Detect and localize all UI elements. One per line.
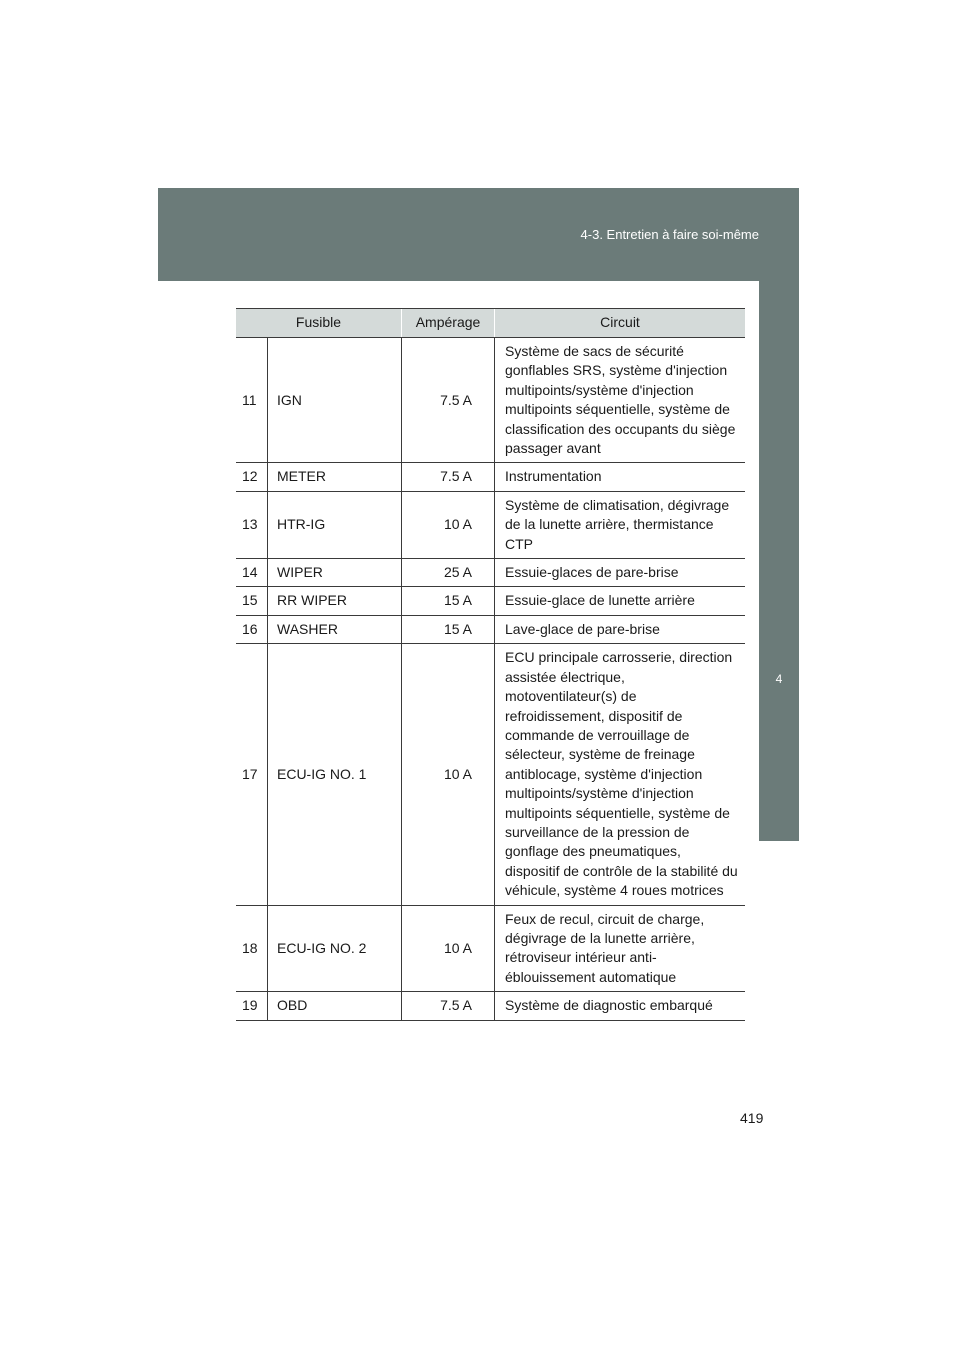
fuse-name: OBD bbox=[268, 992, 402, 1020]
section-title: 4-3. Entretien à faire soi-même bbox=[580, 227, 759, 242]
fuse-number: 16 bbox=[236, 615, 268, 643]
fuse-name: ECU-IG NO. 1 bbox=[268, 644, 402, 905]
table-header-row bbox=[236, 309, 745, 338]
table-row bbox=[236, 463, 745, 491]
fuse-amperage: 7.5 A bbox=[402, 992, 495, 1020]
fuse-amperage: 10 A bbox=[402, 644, 495, 905]
fuse-name: RR WIPER bbox=[268, 587, 402, 615]
fuse-circuit: Lave-glace de pare-brise bbox=[495, 615, 746, 643]
fuse-circuit: Essuie-glace de lunette arrière bbox=[495, 587, 746, 615]
fuse-amperage: 10 A bbox=[402, 491, 495, 558]
chapter-label: Entretien et soin bbox=[771, 961, 787, 1056]
table-row bbox=[236, 491, 745, 558]
fuse-circuit: ECU principale carrosserie, direction assistée électrique, motoventilateur(s) de refroidissement, dispositif de commande de verrouillage de sélecteur, système de freinage antiblocage, système d'injection multipoints/système d'injection multipoints séquentielle, système de surveillance de la pression de gonflage des pneumatiques, dispositif de contrôle de la stabilité du véhicule, système 4 roues motrices bbox=[495, 644, 746, 905]
fuse-name: ECU-IG NO. 2 bbox=[268, 905, 402, 992]
table-row bbox=[236, 644, 745, 905]
fuse-circuit: Essuie-glaces de pare-brise bbox=[495, 559, 746, 587]
fuse-number: 11 bbox=[236, 338, 268, 463]
fuse-number: 13 bbox=[236, 491, 268, 558]
table-row bbox=[236, 338, 745, 463]
fuse-name: HTR-IG bbox=[268, 491, 402, 558]
table-row bbox=[236, 905, 745, 992]
fuse-name: METER bbox=[268, 463, 402, 491]
fuse-number: 15 bbox=[236, 587, 268, 615]
fuse-number: 18 bbox=[236, 905, 268, 992]
page-number: 419 bbox=[740, 1110, 764, 1126]
table-row bbox=[236, 559, 745, 587]
fuse-number: 14 bbox=[236, 559, 268, 587]
chapter-number: 4 bbox=[775, 672, 783, 686]
fuse-number: 17 bbox=[236, 644, 268, 905]
column-header-circuit: Circuit bbox=[495, 309, 746, 338]
fuse-amperage: 15 A bbox=[402, 587, 495, 615]
table-row bbox=[236, 587, 745, 615]
fuse-circuit: Instrumentation bbox=[495, 463, 746, 491]
fuse-name: WASHER bbox=[268, 615, 402, 643]
fuse-name: IGN bbox=[268, 338, 402, 463]
fuse-amperage: 7.5 A bbox=[402, 338, 495, 463]
fuse-circuit: Système de sacs de sécurité gonflables SRS, système d'injection multipoints/système d'injection multipoints séquentielle, système de classification des occupants du siège passager avant bbox=[495, 338, 746, 463]
fuse-amperage: 10 A bbox=[402, 905, 495, 992]
column-header-fuse: Fusible bbox=[236, 309, 402, 338]
fuse-amperage: 15 A bbox=[402, 615, 495, 643]
fuse-amperage: 7.5 A bbox=[402, 463, 495, 491]
chapter-side-tab bbox=[759, 281, 799, 1056]
section-header-band bbox=[158, 188, 799, 281]
table-row bbox=[236, 615, 745, 643]
fuse-circuit: Système de diagnostic embarqué bbox=[495, 992, 746, 1020]
fuse-circuit: Système de climatisation, dégivrage de la lunette arrière, thermistance CTP bbox=[495, 491, 746, 558]
fuse-number: 12 bbox=[236, 463, 268, 491]
fuse-number: 19 bbox=[236, 992, 268, 1020]
fuse-name: WIPER bbox=[268, 559, 402, 587]
table-row bbox=[236, 992, 745, 1020]
fuse-table bbox=[236, 308, 745, 1021]
fuse-circuit: Feux de recul, circuit de charge, dégivrage de la lunette arrière, rétroviseur intérieur anti-éblouissement automatique bbox=[495, 905, 746, 992]
column-header-amperage: Ampérage bbox=[402, 309, 495, 338]
fuse-amperage: 25 A bbox=[402, 559, 495, 587]
